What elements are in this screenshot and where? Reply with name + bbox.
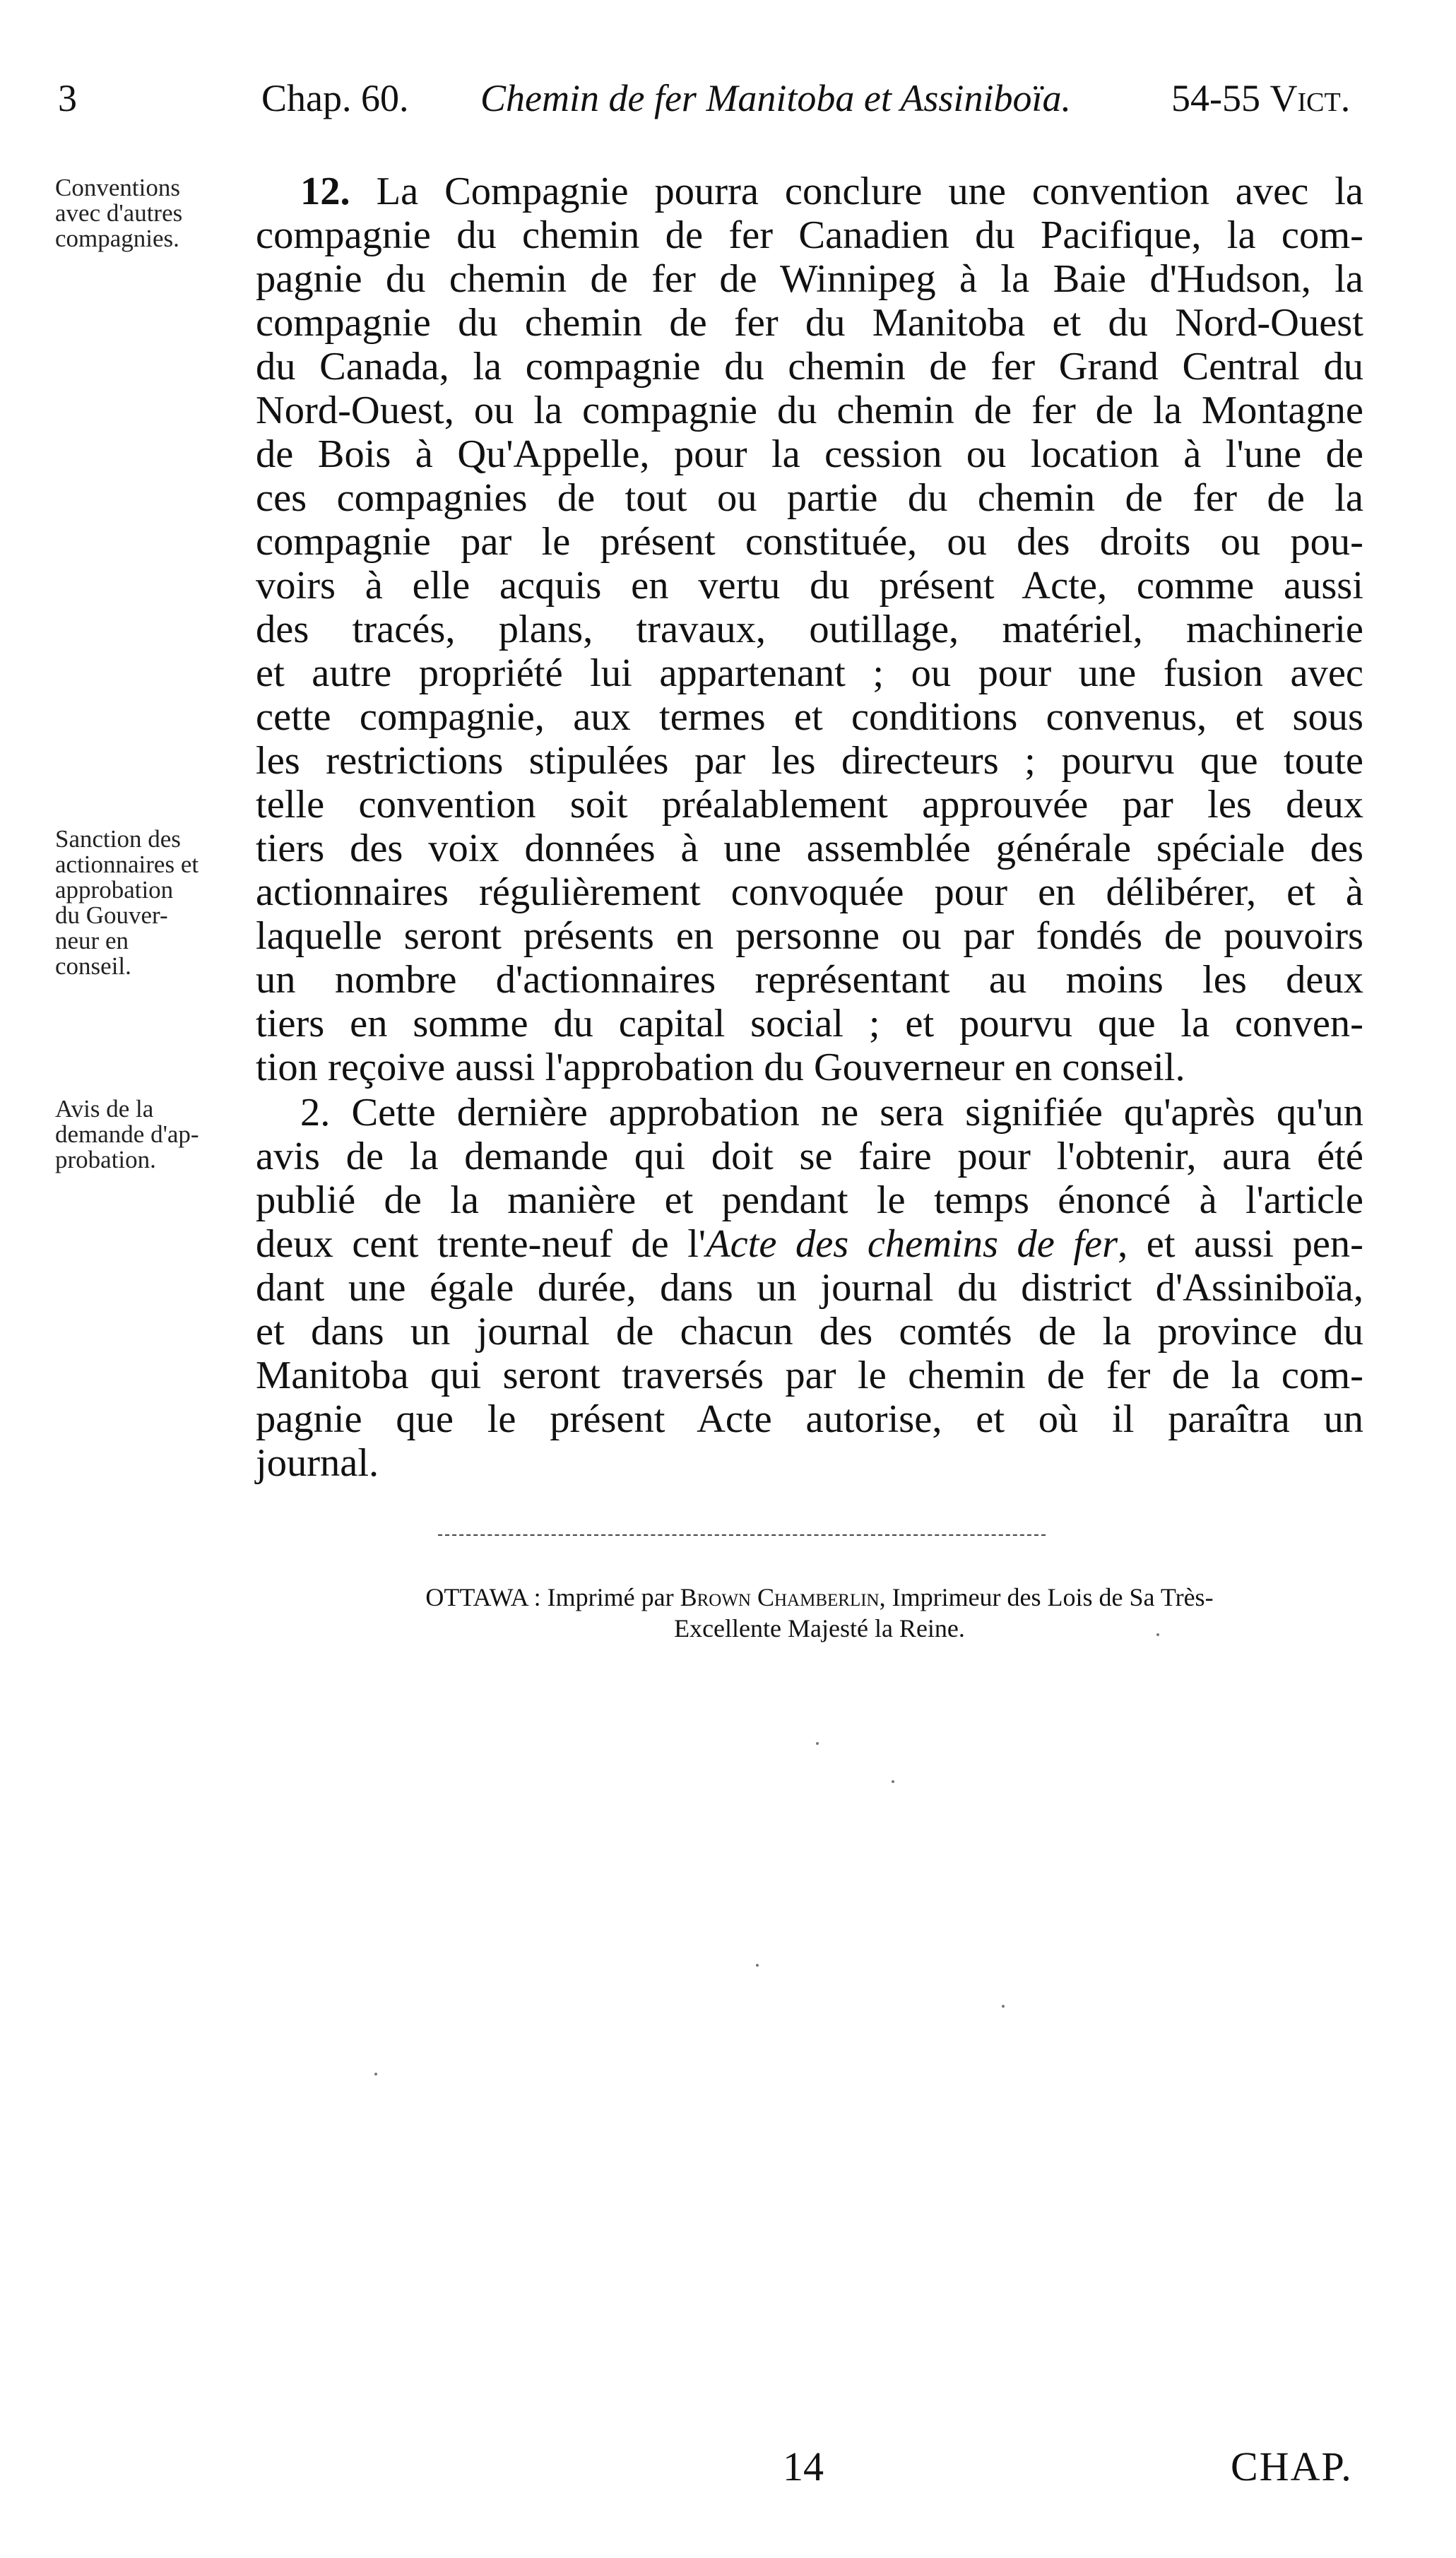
section-12-line: tiers en somme du capital social ; et pourvu que la conven- bbox=[256, 1002, 1363, 1046]
section-12-line: cette compagnie, aux termes et conditions convenus, et sous bbox=[256, 695, 1363, 739]
sidenote-line: probation. bbox=[55, 1146, 156, 1173]
section-12-line: voirs à elle acquis en vertu du présent Acte, comme aussi bbox=[256, 564, 1363, 608]
section-12-line: un nombre d'actionnaires représentant au moins les deux bbox=[256, 958, 1363, 1002]
sidenote-line: conseil. bbox=[55, 952, 131, 980]
imprint-printer: Brown Chamberlin bbox=[680, 1583, 880, 1611]
scan-speck bbox=[816, 1742, 819, 1745]
sidenote-avis bbox=[55, 1096, 267, 1173]
section-12-line: actionnaires régulièrement convoquée pour en délibérer, et à bbox=[256, 870, 1363, 914]
imprint-suffix: , Imprimeur des Lois de Sa Très- bbox=[879, 1583, 1214, 1611]
acte-after: , et aussi pen- bbox=[1118, 1222, 1363, 1266]
section-12-line: pagnie du chemin de fer de Winnipeg à la Baie d'Hudson, la bbox=[256, 257, 1363, 301]
acte-before: deux cent trente-neuf de l' bbox=[256, 1222, 706, 1266]
sidenote-line: avec d'autres bbox=[55, 199, 183, 227]
subsection-2-line: avis de la demande qui doit se faire pour l'obtenir, aura été bbox=[256, 1135, 1363, 1178]
scan-speck bbox=[374, 2073, 377, 2076]
section-12-line: les restrictions stipulées par les directeurs ; pourvu que toute bbox=[256, 739, 1363, 783]
section-12-line: des tracés, plans, travaux, outillage, matériel, machinerie bbox=[256, 608, 1363, 651]
header-session bbox=[1171, 76, 1350, 120]
scan-speck bbox=[1156, 1633, 1159, 1636]
section-12-first-line bbox=[300, 170, 1363, 213]
section-12-line: tiers des voix données à une assemblée générale spéciale des bbox=[256, 827, 1363, 870]
sidenote-line: actionnaires et bbox=[55, 851, 199, 878]
subsection-2-line: pagnie que le présent Acte autorise, et où il paraîtra un bbox=[256, 1397, 1363, 1441]
scan-speck bbox=[892, 1780, 894, 1783]
subsection-2-first-line: 2. Cette dernière approbation ne sera signifiée qu'après qu'un bbox=[300, 1091, 1363, 1135]
scan-speck bbox=[1002, 2005, 1005, 2008]
section-12-line: de Bois à Qu'Appelle, pour la cession ou location à l'une de bbox=[256, 432, 1363, 476]
imprint-city: OTTAWA bbox=[425, 1583, 528, 1611]
section-text: La Compagnie pourra conclure une convention avec la bbox=[376, 170, 1363, 213]
sidenote-line: approbation bbox=[55, 876, 174, 904]
section-12-line: telle convention soit préalablement approuvée par les deux bbox=[256, 783, 1363, 827]
page-number: 3 bbox=[58, 77, 77, 119]
section-12-line: compagnie par le présent constituée, ou des droits ou pou- bbox=[256, 520, 1363, 564]
subsection-2-line: dant une égale durée, dans un journal du district d'Assiniboïa, bbox=[256, 1266, 1363, 1310]
section-12-line: et autre propriété lui appartenant ; ou pour une fusion avec bbox=[256, 651, 1363, 695]
sidenote-line: Sanction des bbox=[55, 825, 181, 853]
subsection-2-line: et dans un journal de chacun des comtés de la province du bbox=[256, 1310, 1363, 1354]
section-12-line: ces compagnies de tout ou partie du chemin de fer de la bbox=[256, 476, 1363, 520]
header-session-suffix: Vict. bbox=[1269, 77, 1351, 119]
sidenote-line: neur en bbox=[55, 927, 129, 954]
section-12-line: Nord-Ouest, ou la compagnie du chemin de fer de la Montagne bbox=[256, 389, 1363, 432]
sidenote-sanction bbox=[55, 827, 267, 979]
section-12-line: compagnie du chemin de fer du Manitoba et du Nord-Ouest bbox=[256, 301, 1363, 345]
section-12-line: compagnie du chemin de fer Canadien du Pacifique, la com- bbox=[256, 213, 1363, 257]
scan-speck bbox=[756, 1964, 759, 1967]
sidenote-line: du Gouver- bbox=[55, 901, 168, 929]
imprint-line-1 bbox=[268, 1582, 1371, 1612]
section-12-line: du Canada, la compagnie du chemin de fer Grand Central du bbox=[256, 345, 1363, 389]
header-title: Chemin de fer Manitoba et Assiniboïa. bbox=[480, 77, 1071, 119]
header-session-years: 54-55 bbox=[1171, 77, 1260, 119]
subsection-2-line: journal. bbox=[256, 1441, 379, 1485]
section-number: 12. bbox=[300, 170, 350, 213]
sidenote-line: compagnies. bbox=[55, 225, 179, 252]
sidenote-conventions bbox=[55, 175, 267, 251]
subsection-2-line: publié de la manière et pendant le temps énoncé à l'article bbox=[256, 1178, 1363, 1222]
footer-page-number: 14 bbox=[783, 2444, 824, 2489]
subsection-2-line-acte bbox=[256, 1222, 1363, 1266]
sidenote-line: Conventions bbox=[55, 174, 180, 201]
imprint-line-2: Excellente Majesté la Reine. bbox=[674, 1614, 965, 1642]
footer-catchword: CHAP. bbox=[1231, 2444, 1353, 2489]
sidenote-line: Avis de la bbox=[55, 1095, 154, 1123]
section-divider bbox=[438, 1534, 1046, 1536]
imprint-prefix: : Imprimé par bbox=[527, 1583, 680, 1611]
subsection-2-line: Manitoba qui seront traversés par le chemin de fer de la com- bbox=[256, 1354, 1363, 1397]
acte-title: Acte des chemins de fer bbox=[706, 1222, 1118, 1266]
section-12-line: laquelle seront présents en personne ou par fondés de pouvoirs bbox=[256, 914, 1363, 958]
header-chapter: Chap. 60. bbox=[261, 77, 409, 119]
sidenote-line: demande d'ap- bbox=[55, 1120, 199, 1148]
section-12-line: tion reçoive aussi l'approbation du Gouverneur en conseil. bbox=[256, 1046, 1185, 1089]
